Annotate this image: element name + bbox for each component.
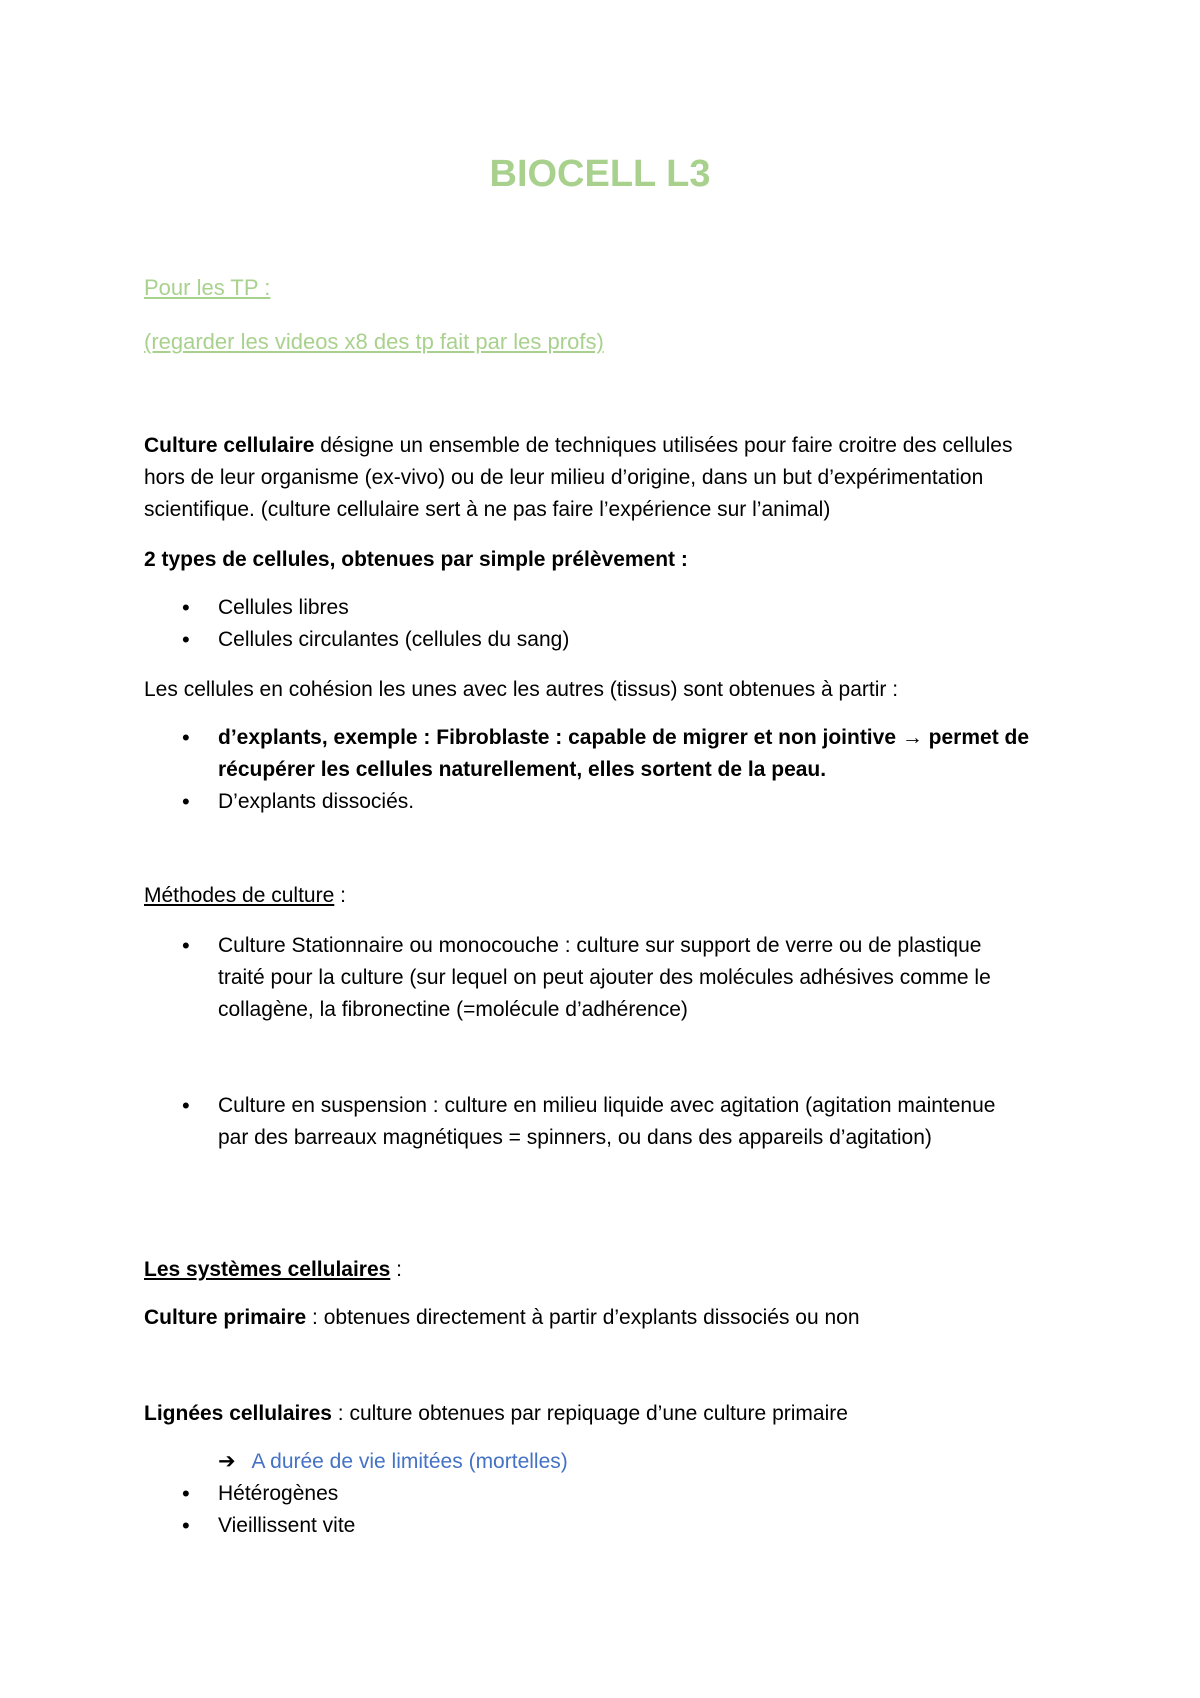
intro-line2: hors de leur organisme (ex-vivo) ou de leur milieu d’origine, dans un but d’expérimentation bbox=[144, 466, 984, 489]
list-item: • Culture Stationnaire ou monocouche : culture sur support de verre ou de plastique traité pour la culture (sur lequel on peut ajouter des molécules adhésives comme le collagène, la fibronectine (=molécule d’adhérence) bbox=[144, 930, 1064, 1026]
bullet-icon: • bbox=[182, 627, 190, 652]
methods-heading: Méthodes de culture : bbox=[144, 884, 346, 907]
intro-term: Culture cellulaire bbox=[144, 434, 315, 457]
methods-list-2 bbox=[144, 1090, 1064, 1154]
lines-arrow-item bbox=[218, 1446, 568, 1478]
lines-list bbox=[144, 1478, 1064, 1542]
arrow-icon: → bbox=[901, 726, 923, 749]
types-heading: 2 types de cellules, obtenues par simple prélèvement : bbox=[144, 548, 688, 571]
list-item: • Culture en suspension : culture en milieu liquide avec agitation (agitation maintenue par des barreaux magnétiques = spinners, ou dans des appareils d’agitation) bbox=[144, 1090, 1064, 1154]
bullet-icon: • bbox=[182, 1481, 190, 1506]
bullet-icon: • bbox=[182, 595, 190, 620]
list-item: • Vieillissent vite bbox=[144, 1510, 1064, 1542]
arrow-right-icon: ➔ bbox=[218, 1450, 236, 1473]
intro-line3: scientifique. (culture cellulaire sert à ne pas faire l’expérience sur l’animal) bbox=[144, 498, 831, 521]
tp-heading: Pour les TP : bbox=[144, 275, 271, 300]
list-item: • Cellules libres bbox=[144, 592, 1064, 624]
types-list bbox=[144, 592, 1064, 656]
cell-lines: Lignées cellulaires : culture obtenues par repiquage d’une culture primaire bbox=[144, 1402, 848, 1425]
systems-heading: Les systèmes cellulaires : bbox=[144, 1258, 403, 1281]
bullet-icon: • bbox=[182, 933, 190, 958]
list-item: • D’explants dissociés. bbox=[144, 786, 1064, 818]
methods-list-1 bbox=[144, 930, 1064, 1026]
intro-paragraph bbox=[144, 430, 1012, 526]
list-item: • Cellules circulantes (cellules du sang) bbox=[144, 624, 1064, 656]
explants-list bbox=[144, 722, 1064, 818]
bullet-icon: • bbox=[182, 1513, 190, 1538]
intro-line1: désigne un ensemble de techniques utilisées pour faire croitre des cellules bbox=[314, 434, 1013, 457]
list-item: • d’explants, exemple : Fibroblaste : capable de migrer et non jointive → permet de récupérer les cellules naturellement, elles sortent de la peau. bbox=[144, 722, 1064, 786]
lines-arrow-text: A durée de vie limitées (mortelles) bbox=[251, 1450, 568, 1473]
bullet-icon: • bbox=[182, 725, 190, 750]
primary-culture: Culture primaire : obtenues directement à partir d’explants dissociés ou non bbox=[144, 1306, 860, 1329]
cohesion-text: Les cellules en cohésion les unes avec les autres (tissus) sont obtenues à partir : bbox=[144, 678, 899, 701]
bullet-icon: • bbox=[182, 1093, 190, 1118]
bullet-icon: • bbox=[182, 789, 190, 814]
tp-note: (regarder les videos x8 des tp fait par les profs) bbox=[144, 329, 604, 354]
document-title: BIOCELL L3 bbox=[489, 153, 711, 195]
list-item: • Hétérogènes bbox=[144, 1478, 1064, 1510]
